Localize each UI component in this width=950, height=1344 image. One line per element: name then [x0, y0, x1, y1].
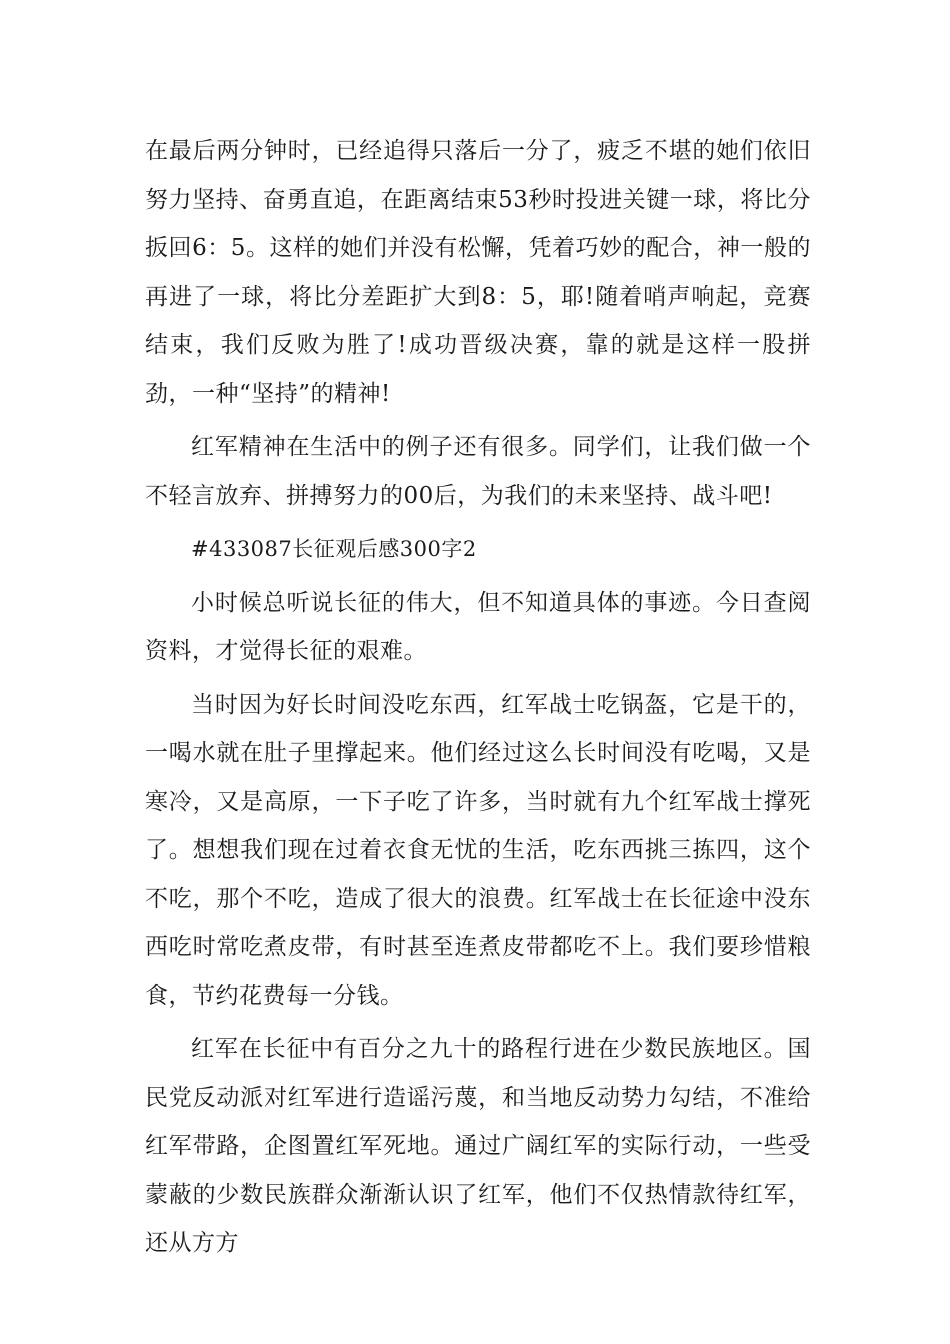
paragraph-childhood: 小时候总听说长征的伟大，但不知道具体的事迹。今日查阅资料，才觉得长征的艰难。: [145, 589, 811, 664]
paragraph-red-army-spirit: 红军精神在生活中的例子还有很多。同学们，让我们做一个不轻言放弃、拼搏努力的00后，为我们的未来坚持、战斗吧!: [145, 434, 811, 509]
paragraph-minority-regions: 红军在长征中有百分之九十的路程行进在少数民族地区。国民党反动派对红军进行造谣污蔑，和当地反动势力勾结，不准给红军带路，企图置红军死地。通过广阔红军的实际行动，一些受蒙蔽的少数民族群众渐渐认识了红军，他们不仅热情款待红军，还从方方: [145, 1036, 811, 1256]
paragraph-food-hardship: 当时因为好长时间没吃东西，红军战士吃锅盔，它是干的，一喝水就在肚子里撑起来。他们经过这么长时间没有吃喝，又是寒冷，又是高原，一下子吃了许多，当时就有九个红军战士撑死了。想想我们现在过着衣食无忧的生活，吃东西挑三拣四，这个不吃，那个不吃，造成了很大的浪费。红军战士在长征途中没东西吃时常吃煮皮带，有时甚至连煮皮带都吃不上。我们要珍惜粮食，节约花费每一分钱。: [145, 691, 811, 1009]
document-body: [145, 127, 811, 1273]
paragraph-match-continuation: 在最后两分钟时，已经追得只落后一分了，疲乏不堪的她们依旧努力坚持、奋勇直追，在距离结束53秒时投进关键一球，将比分扳回6：5。这样的她们并没有松懈，凭着巧妙的配合，神一般的再进了一球，将比分差距扩大到8：5，耶!随着哨声响起，竞赛结束，我们反败为胜了!成功晋级决赛，靠的就是这样一股拼劲，一种“坚持”的精神!: [145, 138, 811, 407]
section-heading: #433087长征观后感300字2: [191, 537, 477, 561]
